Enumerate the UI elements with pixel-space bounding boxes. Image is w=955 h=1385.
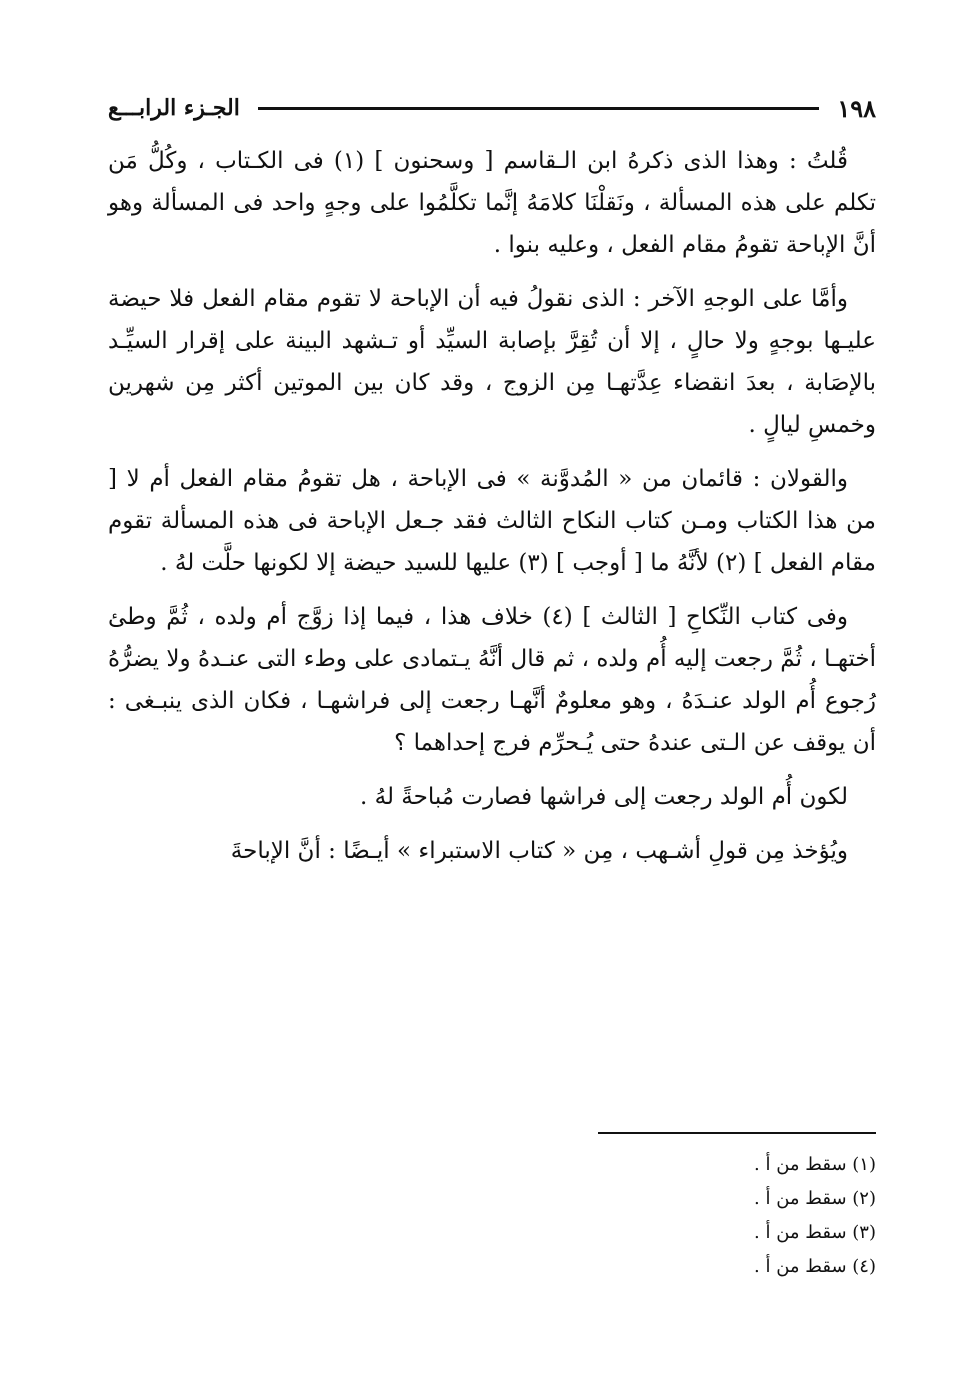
running-title: الجـزء الرابـــع: [108, 95, 240, 121]
footnotes: [108, 1148, 876, 1284]
header-rule: [258, 107, 819, 110]
footnote: (٤) سقط من أ .: [754, 1256, 876, 1277]
footnote: (١) سقط من أ .: [754, 1154, 876, 1175]
body-text: [108, 140, 876, 884]
footnote: (٣) سقط من أ .: [754, 1222, 876, 1243]
paragraph: وفى كتاب النِّكاحِ [ الثالث ] (٤) خلاف هذا ، فيما إذا زوَّج أم ولده ، ثُمَّ وطئ أختهـا ، ثُمَّ رجعت إليه أُم ولده ، ثم قال أنَّهُ يـتمادى على وطء التى عنـدهُ ولا يضرُّهُ رُجوع أُم الولد عنـدَهُ ، وهو معلومٌ أنَّهـا رجعت إلى فراشهـا ، فكان الذى ينبـغى : أن يوقف عن الـتى عندهُ حتى يُـحرِّم فرج إحداهما ؟: [108, 604, 876, 756]
footnote-rule: [598, 1132, 876, 1134]
paragraph: ويُؤخذ مِن قولِ أشـهب ، مِن « كتاب الاستبراء » أيـضًا : أنَّ الإباحةَ: [230, 838, 848, 864]
paragraph: وأمَّا على الوجهِ الآخر : الذى نقولُ فيه أن الإباحة لا تقوم مقام الفعل فلا حيضة عليـها بوجهٍ ولا حالٍ ، إلا أن تُقِرَّ بإصابة السيِّد أو تـشهد البينة على إقرار السيِّـد بالإصَابة ، بعدَ انقضاء عِدَّتهـا مِن الزوج ، وقد كان بين الموتين أكثر مِن شهرين وخمسِ ليالٍ .: [108, 286, 876, 438]
page-number: ١٩٨: [837, 93, 876, 123]
footnote: (٢) سقط من أ .: [754, 1188, 876, 1209]
paragraph: والقولان : قائمان من « المُدوَّنة » فى الإباحة ، هل تقومُ مقام الفعل أم لا [ من هذا الكتاب ومـن كتاب النكاح الثالث فقد جـعل الإباحة فى هذه المسألة تقوم مقام الفعل ] (٢) لأنَّهُ ما [ أوجب ] (٣) عليها للسيد حيضة إلا لكونها حلَّت لهُ .: [108, 466, 876, 576]
running-header: [108, 86, 876, 130]
paragraph: قُلتُ : وهذا الذى ذكرهُ ابن الـقاسم [ وسحنون ] (١) فى الكـتاب ، وكُلُّ مَن تكلم على هذه المسألة ، ونَقلْنَا كلامَهُ إنَّما تكلَّمُوا على وجهٍ واحد فى المسألة وهو أنَّ الإباحة تقومُ مقام الفعل ، وعليه بنوا .: [108, 148, 876, 258]
paragraph: لكون أُم الولد رجعت إلى فراشها فصارت مُباحةً لهُ .: [360, 784, 848, 810]
